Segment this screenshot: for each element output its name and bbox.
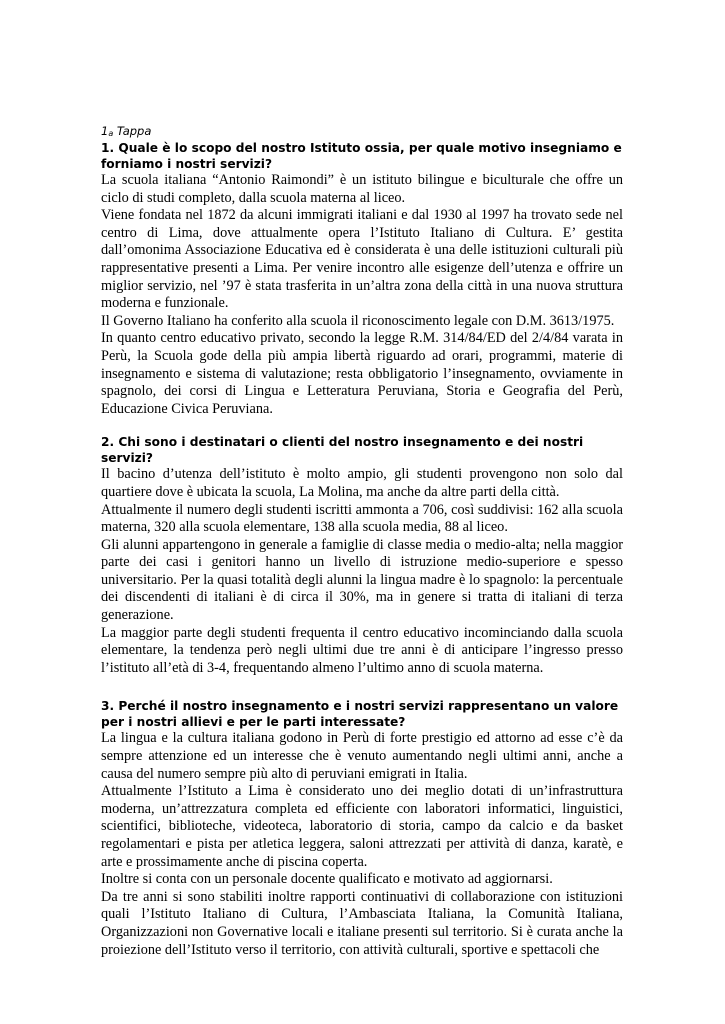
section-1-heading: 1. Quale è lo scopo del nostro Istituto ossia, per quale motivo insegniamo e forniamo i nostri servizi? <box>101 141 622 171</box>
section-3-paragraph-4: Da tre anni si sono stabiliti inoltre rapporti continuativi di collaborazione con istituzioni quali l’Istituto Italiano di Cultura, l’Ambasciata Italiana, la Comunità Italiana, Organizzazioni non Governative locali e italiane presenti sul territorio. Si è curata anche la proiezione dell’Istituto verso il territorio, con attività culturali, sportive e spettacoli che <box>101 888 623 958</box>
section-3-paragraph-1: La lingua e la cultura italiana godono in Perù di forte prestigio ed attorno ad esse c’è da sempre attenzione ed un interesse che è venuto aumentando negli ultimi anni, anche a causa del numero sempre più alto di peruviani emigrati in Italia. <box>101 730 623 782</box>
section-3-paragraph-3: Inoltre si conta con un personale docente qualificato e motivato ad aggiornarsi. <box>101 871 553 888</box>
document-page <box>101 124 623 959</box>
section-3-paragraph-2: Attualmente l’Istituto a Lima è considerato uno dei meglio dotati di un’infrastruttura moderna, un’attrezzatura completa ed efficiente con laboratori informatici, linguistici, scientifici, biblioteche, videoteca, laboratorio di storia, campo da calcio e da basket regolamentari e pista per atletica leggera, saloni attrezzati per attività di danza, karatè, e arte e prossimamente anche di piscina coperta. <box>101 783 623 870</box>
section-3 <box>101 699 623 959</box>
section-1-paragraph-3: Il Governo Italiano ha conferito alla scuola il riconoscimento legale con D.M. 3613/1975. <box>101 312 615 329</box>
section-1-paragraph-1: La scuola italiana “Antonio Raimondi” è un istituto bilingue e biculturale che offre un ciclo di studi completo, dalla scuola materna al liceo. <box>101 172 623 206</box>
section-2 <box>101 435 623 677</box>
section-1-paragraph-4: In quanto centro educativo privato, secondo la legge R.M. 314/84/ED del 2/4/84 varata in Perù, la Scuola gode della più ampia libertà riguardo ad orari, programmi, materie di insegnamento e sistema di valutazione; resta obbligatorio l’insegnamento, ovviamente in spagnolo, dei corsi di Lingua e Letteratura Peruviana, Storia e Geografia del Perù, Educazione Civica Peruviana. <box>101 330 623 417</box>
stage-number-suffix: a <box>108 129 114 138</box>
section-2-paragraph-1: Il bacino d’utenza dell’istituto è molto ampio, gli studenti provengono non solo dal quartiere dove è ubicata la scuola, La Molina, ma anche da altre parti della città. <box>101 466 623 500</box>
section-2-paragraph-4: La maggior parte degli studenti frequenta il centro educativo incominciando dalla scuola elementare, la tendenza però negli ultimi due tre anni è di anticipare l’ingresso presso l’istituto all’età di 3-4, frequentando almeno l’ultimo anno di scuola materna. <box>101 624 623 676</box>
section-2-paragraph-2: Attualmente il numero degli studenti iscritti ammonta a 706, così suddivisi: 162 alla scuola materna, 320 alla scuola elementare, 138 alla scuola media, 88 al liceo. <box>101 501 623 536</box>
section-1-paragraph-2: Viene fondata nel 1872 da alcuni immigrati italiani e dal 1930 al 1997 ha trovato sede nel centro di Lima, dove attualmente opera l’Istituto Italiano di Cultura. E’ gestita dall’omonima Associazione Educativa ed è considerata è una delle istituzioni culturali più rappresentative presenti a Lima. Per venire incontro alle esigenze dell’utenza e offrire un miglior servizio, nel ’97 è stata trasferita in un’altra zona della città in una nuova struttura moderna e funzionale. <box>101 207 623 312</box>
section-2-paragraph-3: Gli alunni appartengono in generale a famiglie di classe media o medio-alta; nella maggior parte dei casi i genitori hanno un livello di istruzione medio-superiore e spesso universitario. Per la quasi totalità degli alunni la lingua madre è lo spagnolo: la percentuale dei discendenti di italiani è di circa il 30%, ma in genere si tratta di italiani di terza generazione. <box>101 536 623 624</box>
section-3-heading: 3. Perché il nostro insegnamento e i nostri servizi rappresentano un valore per i nostri allievi e per le parti interessate? <box>101 699 619 729</box>
stage-label-text: Tappa <box>113 124 152 138</box>
stage-number: 1 <box>101 124 109 138</box>
stage-label <box>101 124 623 141</box>
section-1 <box>101 141 623 418</box>
section-2-heading: 2. Chi sono i destinatari o clienti del nostro insegnamento e dei nostri servizi? <box>101 435 584 465</box>
